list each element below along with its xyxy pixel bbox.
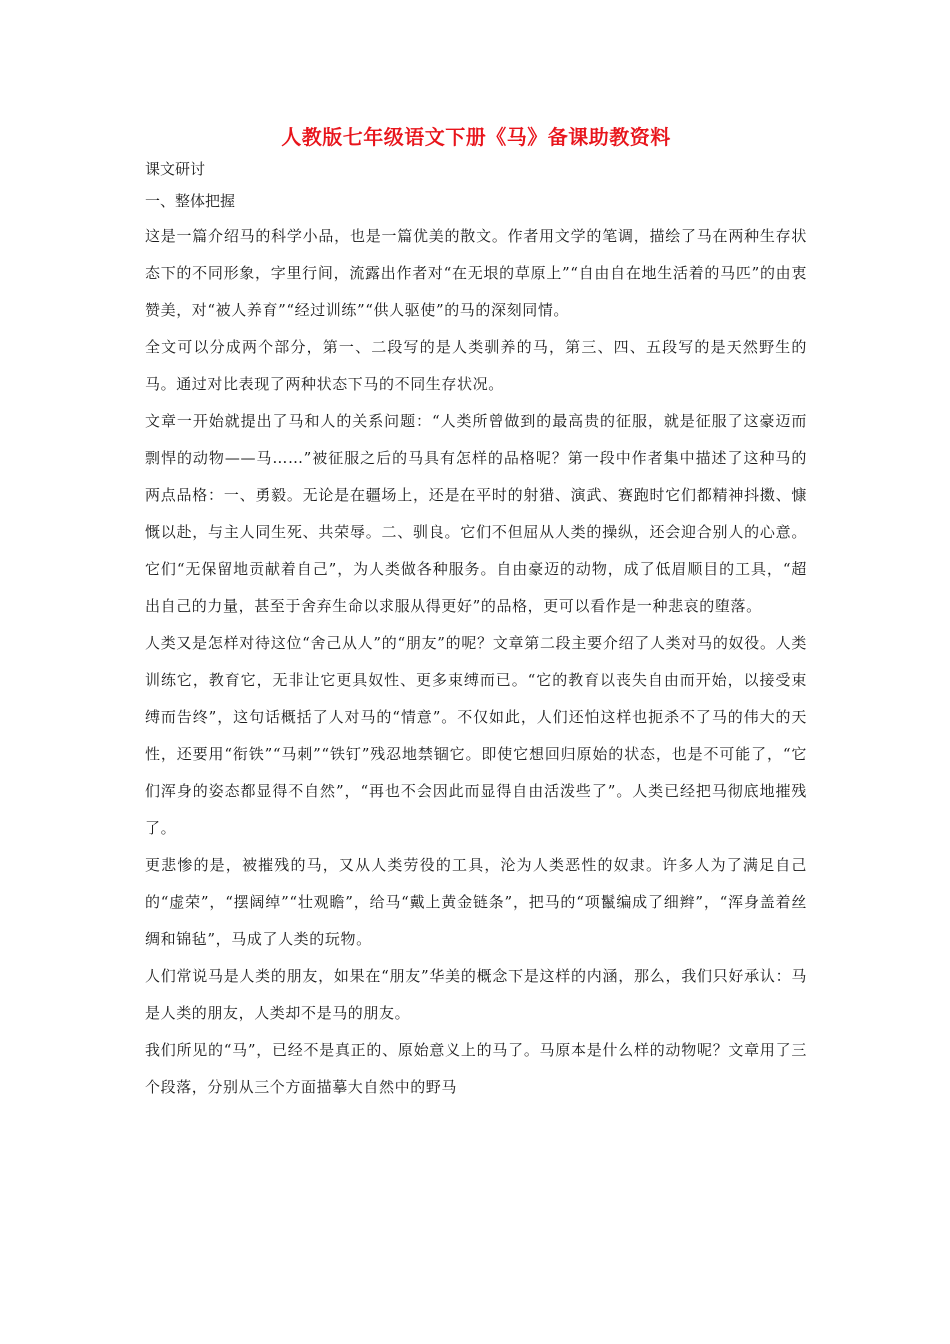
paragraph-1: 这是一篇介绍马的科学小品，也是一篇优美的散文。作者用文学的笔调，描绘了马在两种生存状态下的不同形象，字里行间，流露出作者对“在无垠的草原上”“自由自在地生活着的马匹”的由衷赞美，对“被人养育”“经过训练”“供人驱使”的马的深刻同情。 — [145, 227, 807, 319]
paragraph-4: 人类又是怎样对待这位“舍己从人”的“朋友”的呢？文章第二段主要介绍了人类对马的奴役。人类训练它，教育它，无非让它更具奴性、更多束缚而已。“它的教育以丧失自由而开始，以接受束缚而告终”，这句话概括了人对马的“情意”。不仅如此，人们还怕这样也扼杀不了马的伟大的天性，还要用“衔铁”“马刺”“铁钉”残忍地禁锢它。即使它想回归原始的状态，也是不可能了，“它们浑身的姿态都显得不自然”，“再也不会因此而显得自由活泼些了”。人类已经把马彻底地摧残了。 — [145, 634, 807, 837]
section-heading: 课文研讨 — [145, 160, 206, 178]
subsection-heading: 一、整体把握 — [145, 192, 236, 210]
document-title: 人教版七年级语文下册《马》备课助教资料 — [281, 125, 671, 149]
paragraph-3: 文章一开始就提出了马和人的关系问题：“人类所曾做到的最高贵的征服，就是征服了这豪迈而剽悍的动物——马……”被征服之后的马具有怎样的品格呢？第一段中作者集中描述了这种马的两点品格：一、勇毅。无论是在疆场上，还是在平时的射猎、演武、赛跑时它们都精神抖擞、慷慨以赴，与主人同生死、共荣辱。二、驯良。它们不但屈从人类的操纵，还会迎合别人的心意。它们“无保留地贡献着自己”，为人类做各种服务。自由豪迈的动物，成了低眉顺目的工具，“超出自己的力量，甚至于舍弃生命以求服从得更好”的品格，更可以看作是一种悲哀的堕落。 — [145, 412, 807, 615]
paragraph-5: 更悲惨的是，被摧残的马，又从人类劳役的工具，沦为人类恶性的奴隶。许多人为了满足自己的“虚荣”，“摆阔绰”“壮观瞻”，给马“戴上黄金链条”，把马的“项鬣编成了细辫”，“浑身盖着丝绸和锦毡”，马成了人类的玩物。 — [145, 856, 807, 948]
paragraph-2: 全文可以分成两个部分，第一、二段写的是人类驯养的马，第三、四、五段写的是天然野生的马。通过对比表现了两种状态下马的不同生存状况。 — [145, 338, 807, 393]
document-page — [145, 122, 807, 1106]
paragraph-6: 人们常说马是人类的朋友，如果在“朋友”华美的概念下是这样的内涵，那么，我们只好承认：马是人类的朋友，人类却不是马的朋友。 — [145, 967, 807, 1022]
paragraph-7: 我们所见的“马”，已经不是真正的、原始意义上的马了。马原本是什么样的动物呢？文章用了三个段落，分别从三个方面描摹大自然中的野马 — [145, 1041, 807, 1096]
